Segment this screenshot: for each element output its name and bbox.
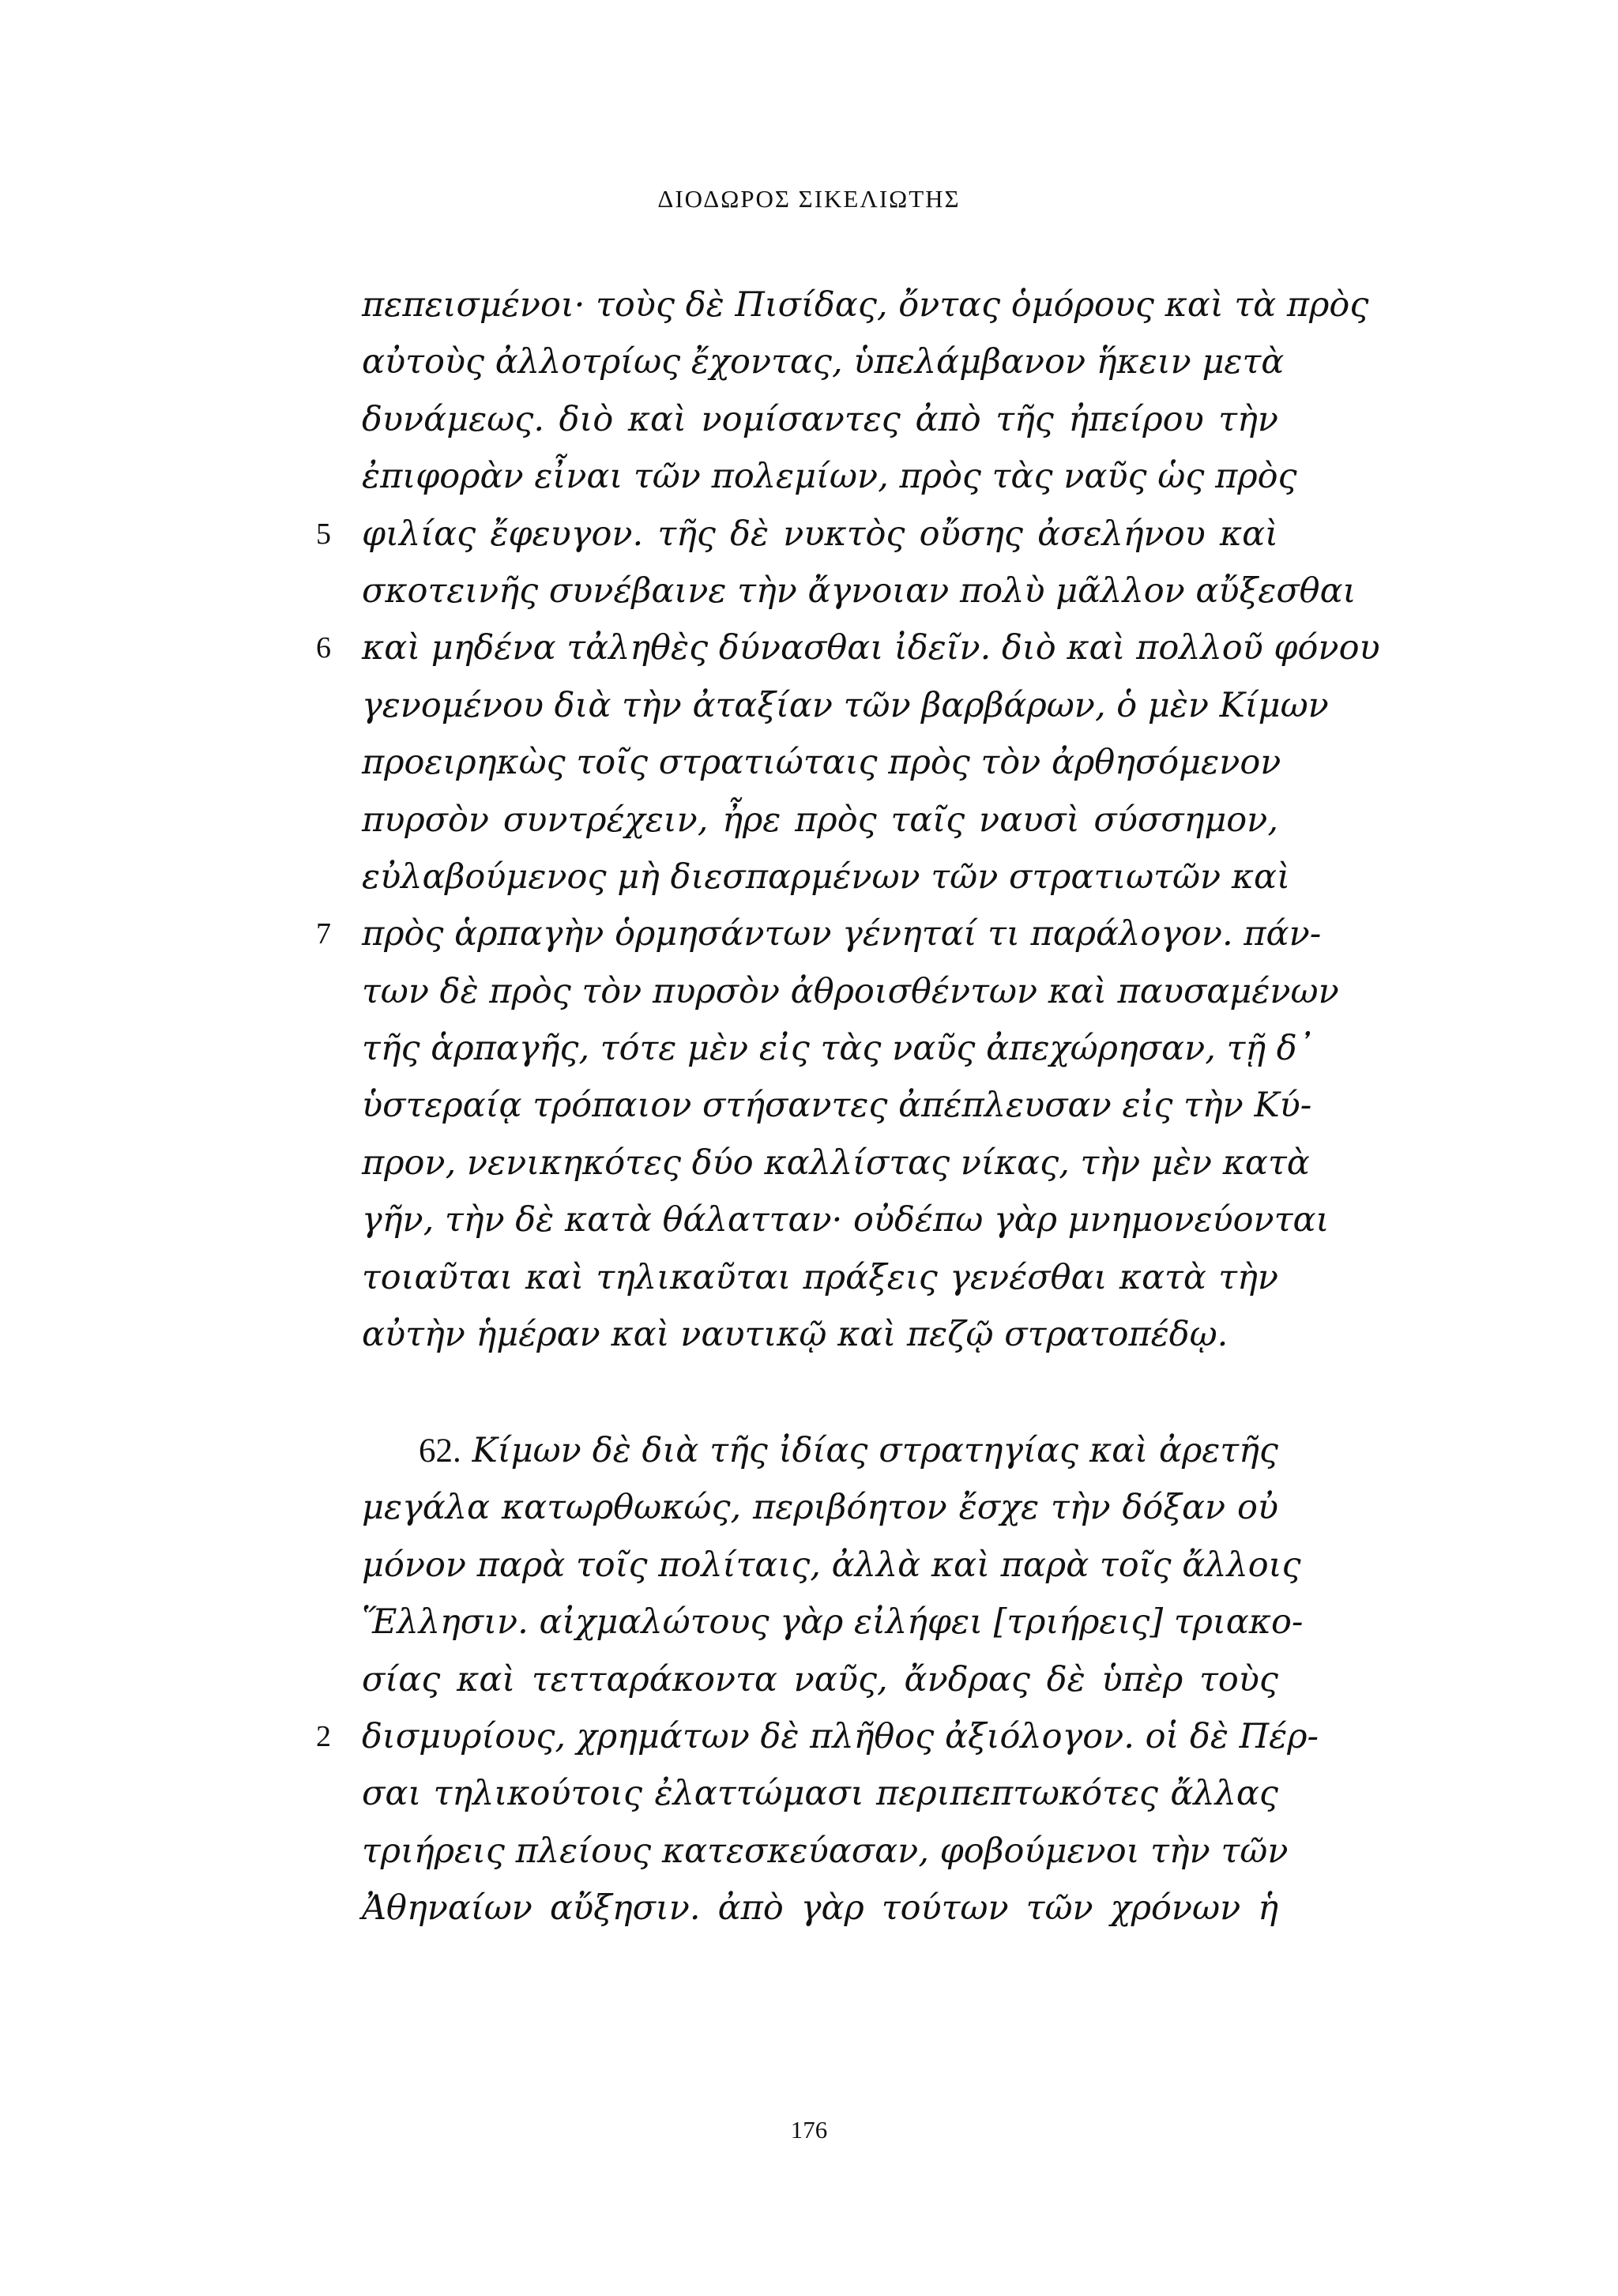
line-text: πρὸς ἁρπαγὴν ὁρμησάντων γένηταί τι παράλογον. πάν-: [362, 914, 1322, 954]
text-line: [362, 1823, 1289, 1880]
text-block-chapter-62: [316, 1422, 1319, 1937]
line-text: αὐτοὺς ἀλλοτρίως ἔχοντας, ὑπελάμβανον ἥκειν μετὰ: [362, 342, 1285, 382]
margin-section-number: 2: [316, 1719, 331, 1753]
text-line: [362, 563, 1356, 619]
text-line: [362, 277, 1369, 333]
line-text: δισμυρίους, χρημάτων δὲ πλῆθος ἀξιόλογον. οἱ δὲ Πέρ-: [362, 1716, 1319, 1756]
line-text: γενομένου διὰ τὴν ἀταξίαν τῶν βαρβάρων, ὁ μὲν Κίμων: [362, 685, 1329, 725]
line-text: αὐτὴν ἡμέραν καὶ ναυτικῷ καὶ πεζῷ στρατοπέδῳ.: [362, 1315, 1229, 1355]
text-line: [362, 1135, 1310, 1191]
text-line: [362, 1594, 1304, 1650]
text-line: [362, 1880, 1278, 1937]
line-text: ἐπιφορὰν εἶναι τῶν πολεμίων, πρὸς τὰς ναῦς ὡς πρὸς: [362, 457, 1297, 497]
line-text: Κίμων δὲ διὰ τῆς ἰδίας στρατηγίας καὶ ἀρετῆς: [472, 1431, 1278, 1470]
text-line: [362, 1765, 1278, 1822]
line-text: σαι τηλικούτοις ἐλαττώμασι περιπεπτωκότες ἄλλας: [362, 1774, 1278, 1814]
text-line: [362, 1479, 1278, 1536]
text-line: [362, 1020, 1315, 1077]
text-line: [362, 1537, 1301, 1594]
text-line: [362, 734, 1281, 791]
margin-section-number: 7: [316, 917, 331, 951]
text-line: [362, 1651, 1278, 1708]
text-line: [362, 963, 1339, 1020]
text-line: [362, 391, 1278, 448]
page-number: 176: [790, 2116, 828, 2144]
text-line: [362, 677, 1329, 734]
margin-section-number: 6: [316, 631, 331, 665]
line-text: πεπεισμένοι· τοὺς δὲ Πισίδας, ὄντας ὁμόρους καὶ τὰ πρὸς: [362, 285, 1369, 325]
line-text: τῆς ἁρπαγῆς, τότε μὲν εἰς τὰς ναῦς ἀπεχώρησαν, τῇ δ᾽: [362, 1029, 1315, 1069]
text-line: [362, 849, 1290, 905]
text-line: [362, 1077, 1312, 1134]
line-text: προειρηκὼς τοῖς στρατιώταις πρὸς τὸν ἀρθησόμενον: [362, 743, 1281, 783]
line-text: Ἕλλησιν. αἰχμαλώτους γὰρ εἰλήφει [τριήρεις] τριακο-: [362, 1602, 1304, 1643]
text-line: [316, 619, 1380, 676]
text-line: [316, 905, 1322, 962]
text-line: [316, 1708, 1319, 1765]
text-line: [316, 506, 1278, 563]
line-text: φιλίας ἔφευγον. τῆς δὲ νυκτὸς οὔσης ἀσελήνου καὶ: [362, 514, 1278, 554]
text-line: [362, 333, 1285, 390]
line-text: γῆν, τὴν δὲ κατὰ θάλατταν· οὐδέπω γὰρ μνημονεύονται: [362, 1200, 1330, 1240]
text-line: [362, 792, 1278, 849]
line-text: μεγάλα κατωρθωκώς, περιβόητον ἔσχε τὴν δόξαν οὐ: [362, 1488, 1278, 1528]
line-text: τριήρεις πλείους κατεσκεύασαν, φοβούμενοι τὴν τῶν: [362, 1831, 1289, 1871]
line-text: τοιαῦται καὶ τηλικαῦται πράξεις γενέσθαι κατὰ τὴν: [362, 1257, 1278, 1297]
margin-section-number: 5: [316, 517, 331, 551]
line-text: καὶ μηδένα τἀληθὲς δύνασθαι ἰδεῖν. διὸ καὶ πολλοῦ φόνου: [362, 628, 1380, 668]
line-text: προν, νενικηκότες δύο καλλίστας νίκας, τὴν μὲν κατὰ: [362, 1142, 1310, 1183]
line-text: σίας καὶ τετταράκοντα ναῦς, ἄνδρας δὲ ὑπὲρ τοὺς: [362, 1659, 1278, 1699]
line-text: Ἀθηναίων αὔξησιν. ἀπὸ γὰρ τούτων τῶν χρόνων ἡ: [362, 1888, 1278, 1929]
line-text: δυνάμεως. διὸ καὶ νομίσαντες ἀπὸ τῆς ἠπείρου τὴν: [362, 399, 1278, 439]
text-block-upper: [316, 277, 1380, 1363]
text-line: [362, 448, 1297, 505]
line-text: πυρσὸν συντρέχειν, ἦρε πρὸς ταῖς ναυσὶ σύσσημον,: [362, 800, 1278, 840]
line-text: των δὲ πρὸς τὸν πυρσὸν ἀθροισθέντων καὶ παυσαμένων: [362, 971, 1339, 1011]
line-text: ὑστεραίᾳ τρόπαιον στήσαντες ἀπέπλευσαν εἰς τὴν Κύ-: [362, 1086, 1312, 1126]
line-text: εὐλαβούμενος μὴ διεσπαρμένων τῶν στρατιωτῶν καὶ: [362, 856, 1290, 897]
text-line: [362, 1306, 1278, 1363]
line-text: μόνον παρὰ τοῖς πολίταις, ἀλλὰ καὶ παρὰ τοῖς ἄλλοις: [362, 1545, 1301, 1585]
text-line: [362, 1249, 1278, 1306]
chapter-number: 62.: [419, 1432, 461, 1470]
chapter-first-line: [362, 1422, 1278, 1479]
text-line: [362, 1191, 1330, 1248]
running-title: ΔΙΟΔΩΡΟΣ ΣΙΚΕΛΙΩΤΗΣ: [657, 185, 961, 213]
line-text: σκοτεινῆς συνέβαινε τὴν ἄγνοιαν πολὺ μᾶλλον αὔξεσθαι: [362, 570, 1356, 611]
